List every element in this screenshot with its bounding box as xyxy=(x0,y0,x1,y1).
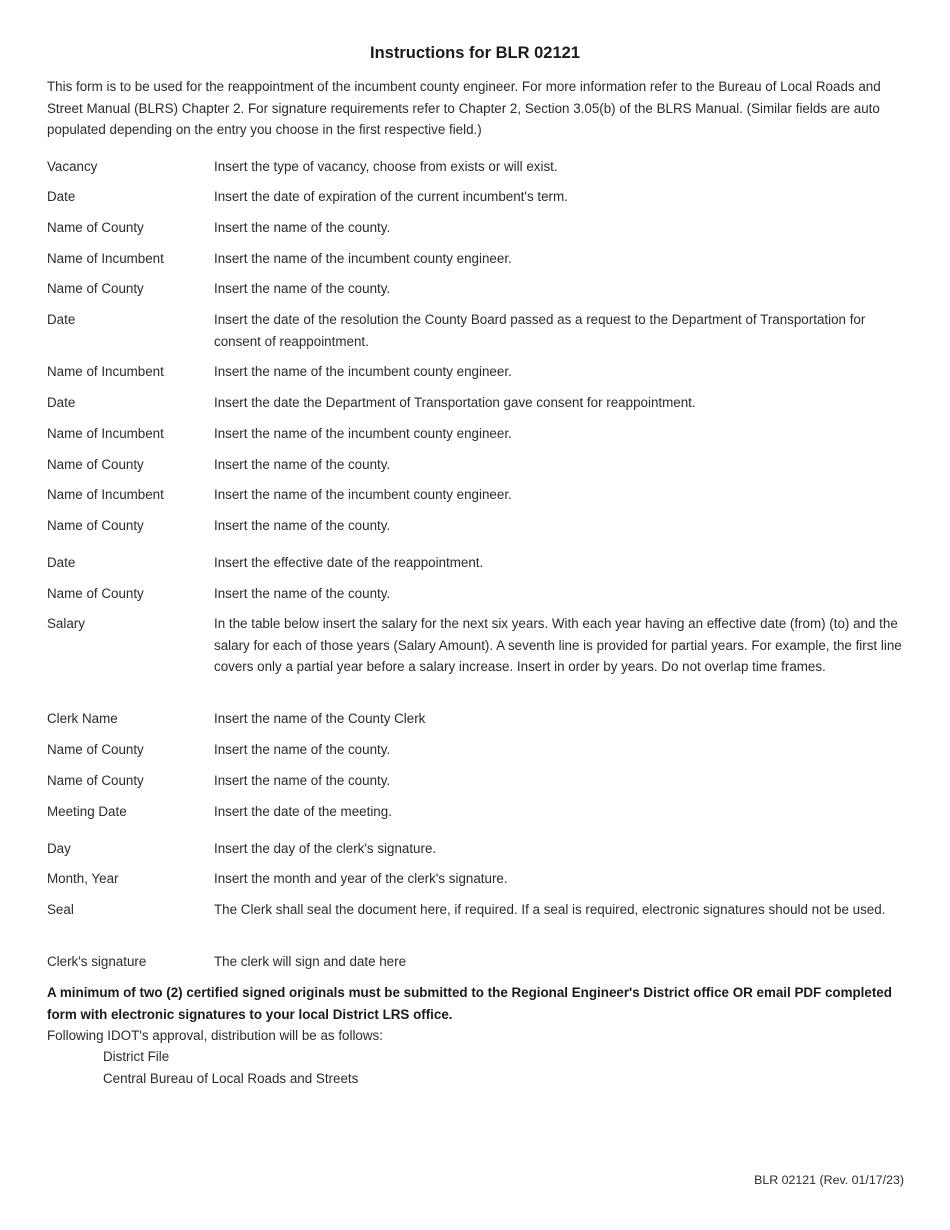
field-row xyxy=(47,156,909,178)
field-label: Meeting Date xyxy=(47,804,127,819)
field-label: Month, Year xyxy=(47,871,119,886)
page-title: Instructions for BLR 02121 xyxy=(370,44,580,62)
field-label: Date xyxy=(47,312,76,327)
field-row xyxy=(47,278,909,300)
field-description: Insert the day of the clerk's signature. xyxy=(214,841,437,856)
field-description: Insert the date the Department of Transportation gave consent for reappointment. xyxy=(214,395,696,410)
distribution-item: Central Bureau of Local Roads and Streets xyxy=(103,1071,359,1086)
field-label: Name of County xyxy=(47,586,144,601)
field-label: Name of Incumbent xyxy=(47,251,164,266)
field-description: Insert the date of expiration of the current incumbent's term. xyxy=(214,189,568,204)
field-description: Insert the name of the incumbent county engineer. xyxy=(214,251,512,266)
field-description: Insert the name of the county. xyxy=(214,742,391,757)
field-row xyxy=(47,868,909,890)
field-row xyxy=(47,186,909,208)
distribution-intro: Following IDOT's approval, distribution will be as follows: xyxy=(47,1028,383,1043)
field-row xyxy=(47,899,909,921)
field-row xyxy=(47,801,909,823)
field-row xyxy=(47,423,909,445)
field-description: The Clerk shall seal the document here, if required. If a seal is required, electronic signatures should not be used. xyxy=(214,902,886,917)
field-row xyxy=(47,484,909,506)
field-row xyxy=(47,708,909,730)
field-description: Insert the date of the meeting. xyxy=(214,804,392,819)
field-description: Insert the name of the county. xyxy=(214,220,391,235)
field-label: Name of Incumbent xyxy=(47,426,164,441)
field-label: Name of County xyxy=(47,220,144,235)
field-label: Clerk's signature xyxy=(47,954,147,969)
field-description: Insert the name of the County Clerk xyxy=(214,711,426,726)
field-description: Insert the month and year of the clerk's signature. xyxy=(214,871,508,886)
field-row xyxy=(47,583,909,605)
field-description: Insert the name of the county. xyxy=(214,773,391,788)
field-label: Name of Incumbent xyxy=(47,364,164,379)
form-revision-id: BLR 02121 (Rev. 01/17/23) xyxy=(754,1173,904,1187)
field-description: The clerk will sign and date here xyxy=(214,954,407,969)
field-description: Insert the name of the county. xyxy=(214,457,391,472)
field-row xyxy=(47,454,909,476)
field-row xyxy=(47,515,909,537)
field-row xyxy=(47,770,909,792)
intro-paragraph: This form is to be used for the reappointment of the incumbent county engineer. For more information refer to the Bureau of Local Roads and Street Manual (BLRS) Chapter 2. For signature requirements refer to Chapter 2, Section 3.05(b) of the BLRS Manual. (Similar fields are auto populated depending on the entry you choose in the first respective field.) xyxy=(47,79,881,138)
field-row xyxy=(47,552,909,574)
field-row xyxy=(47,951,909,973)
field-row xyxy=(47,248,909,270)
field-description: Insert the name of the county. xyxy=(214,518,391,533)
field-label: Name of County xyxy=(47,773,144,788)
field-label: Name of Incumbent xyxy=(47,487,164,502)
field-label: Date xyxy=(47,189,76,204)
field-description: Insert the effective date of the reappointment. xyxy=(214,555,484,570)
field-label: Vacancy xyxy=(47,159,98,174)
field-label: Name of County xyxy=(47,518,144,533)
distribution-item: District File xyxy=(103,1049,170,1064)
field-description: Insert the name of the incumbent county engineer. xyxy=(214,487,512,502)
field-row xyxy=(47,739,909,761)
field-description: Insert the type of vacancy, choose from exists or will exist. xyxy=(214,159,558,174)
field-label: Clerk Name xyxy=(47,711,118,726)
field-label: Name of County xyxy=(47,457,144,472)
field-label: Seal xyxy=(47,902,74,917)
field-row xyxy=(47,361,909,383)
field-row xyxy=(47,217,909,239)
field-description: Insert the name of the county. xyxy=(214,586,391,601)
field-row xyxy=(47,392,909,414)
field-row xyxy=(47,309,909,352)
field-label: Day xyxy=(47,841,71,856)
field-row xyxy=(47,613,909,678)
field-label: Name of County xyxy=(47,742,144,757)
field-description: In the table below insert the salary for the next six years. With each year having an effective date (from) (to) and the salary for each of those years (Salary Amount). A seventh line is provided for partial years. For example, the first line covers only a partial year before a salary increase. Insert in order by years. Do not overlap time frames. xyxy=(214,616,902,675)
field-description: Insert the name of the incumbent county engineer. xyxy=(214,426,512,441)
field-description: Insert the name of the incumbent county engineer. xyxy=(214,364,512,379)
submission-notice: A minimum of two (2) certified signed originals must be submitted to the Regional Engineer's District office OR email PDF completed form with electronic signatures to your local District LRS office. xyxy=(47,985,892,1022)
field-row xyxy=(47,838,909,860)
field-description: Insert the name of the county. xyxy=(214,281,391,296)
field-label: Salary xyxy=(47,616,85,631)
field-label: Date xyxy=(47,555,76,570)
field-description: Insert the date of the resolution the County Board passed as a request to the Department of Transportation for consent of reappointment. xyxy=(214,312,866,349)
field-label: Date xyxy=(47,395,76,410)
field-label: Name of County xyxy=(47,281,144,296)
